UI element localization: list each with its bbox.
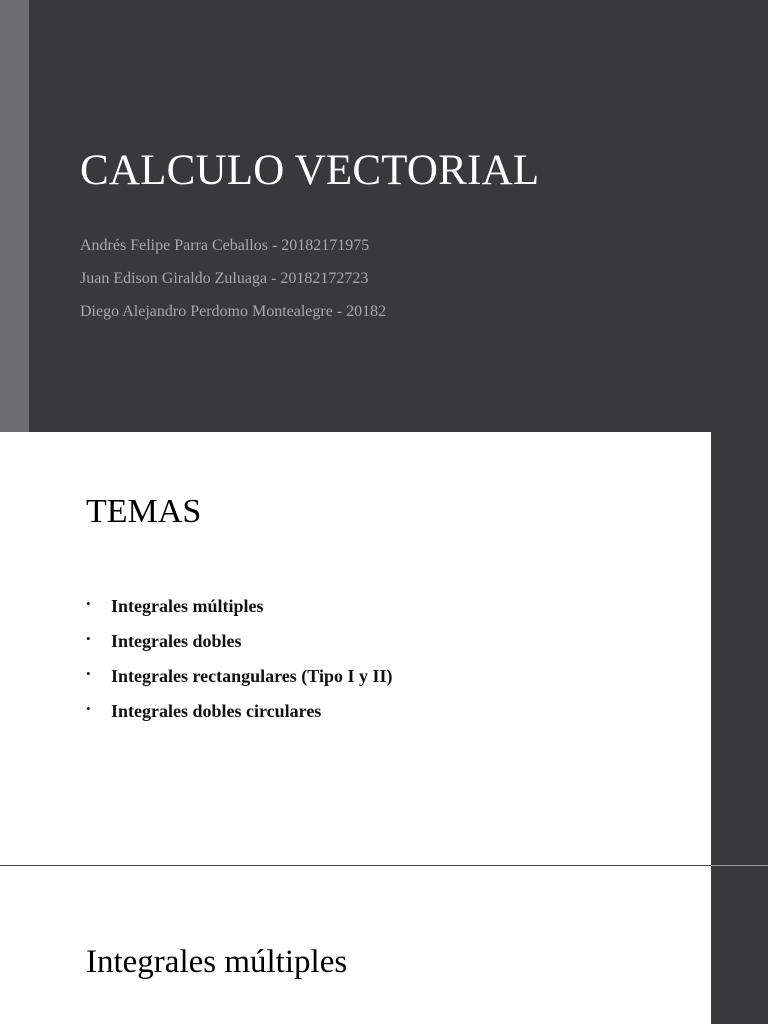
- list-item: [86, 592, 393, 627]
- bullet-icon: •: [86, 596, 91, 611]
- slide-heading: TEMAS: [86, 493, 202, 530]
- list-item: [86, 662, 393, 697]
- bullet-icon: •: [86, 666, 91, 681]
- content-slide: [0, 866, 711, 1024]
- author-list: [80, 229, 386, 328]
- bullet-icon: •: [86, 701, 91, 716]
- list-item-label: Integrales múltiples: [111, 596, 264, 616]
- list-item: [86, 697, 393, 732]
- bullet-icon: •: [86, 631, 91, 646]
- accent-bar: [0, 0, 29, 432]
- slide-title: CALCULO VECTORIAL: [80, 147, 540, 194]
- slide-heading: Integrales múltiples: [86, 944, 348, 980]
- right-background-strip: [711, 432, 768, 1024]
- list-item: [86, 627, 393, 662]
- author-line: Diego Alejandro Perdomo Montealegre - 20182: [80, 303, 387, 320]
- author-line: Andrés Felipe Parra Ceballos - 20182171975: [80, 237, 370, 254]
- author-line: Juan Edison Giraldo Zuluaga - 20182172723: [80, 270, 369, 287]
- list-item-label: Integrales dobles circulares: [111, 701, 322, 721]
- title-slide: [0, 0, 768, 432]
- clipped-text-line: [86, 1016, 606, 1024]
- list-item-label: Integrales rectangulares (Tipo I y II): [111, 666, 393, 686]
- topic-list: [86, 592, 393, 732]
- topics-slide: [0, 432, 711, 865]
- list-item-label: Integrales dobles: [111, 631, 242, 651]
- slide-divider: [711, 865, 768, 866]
